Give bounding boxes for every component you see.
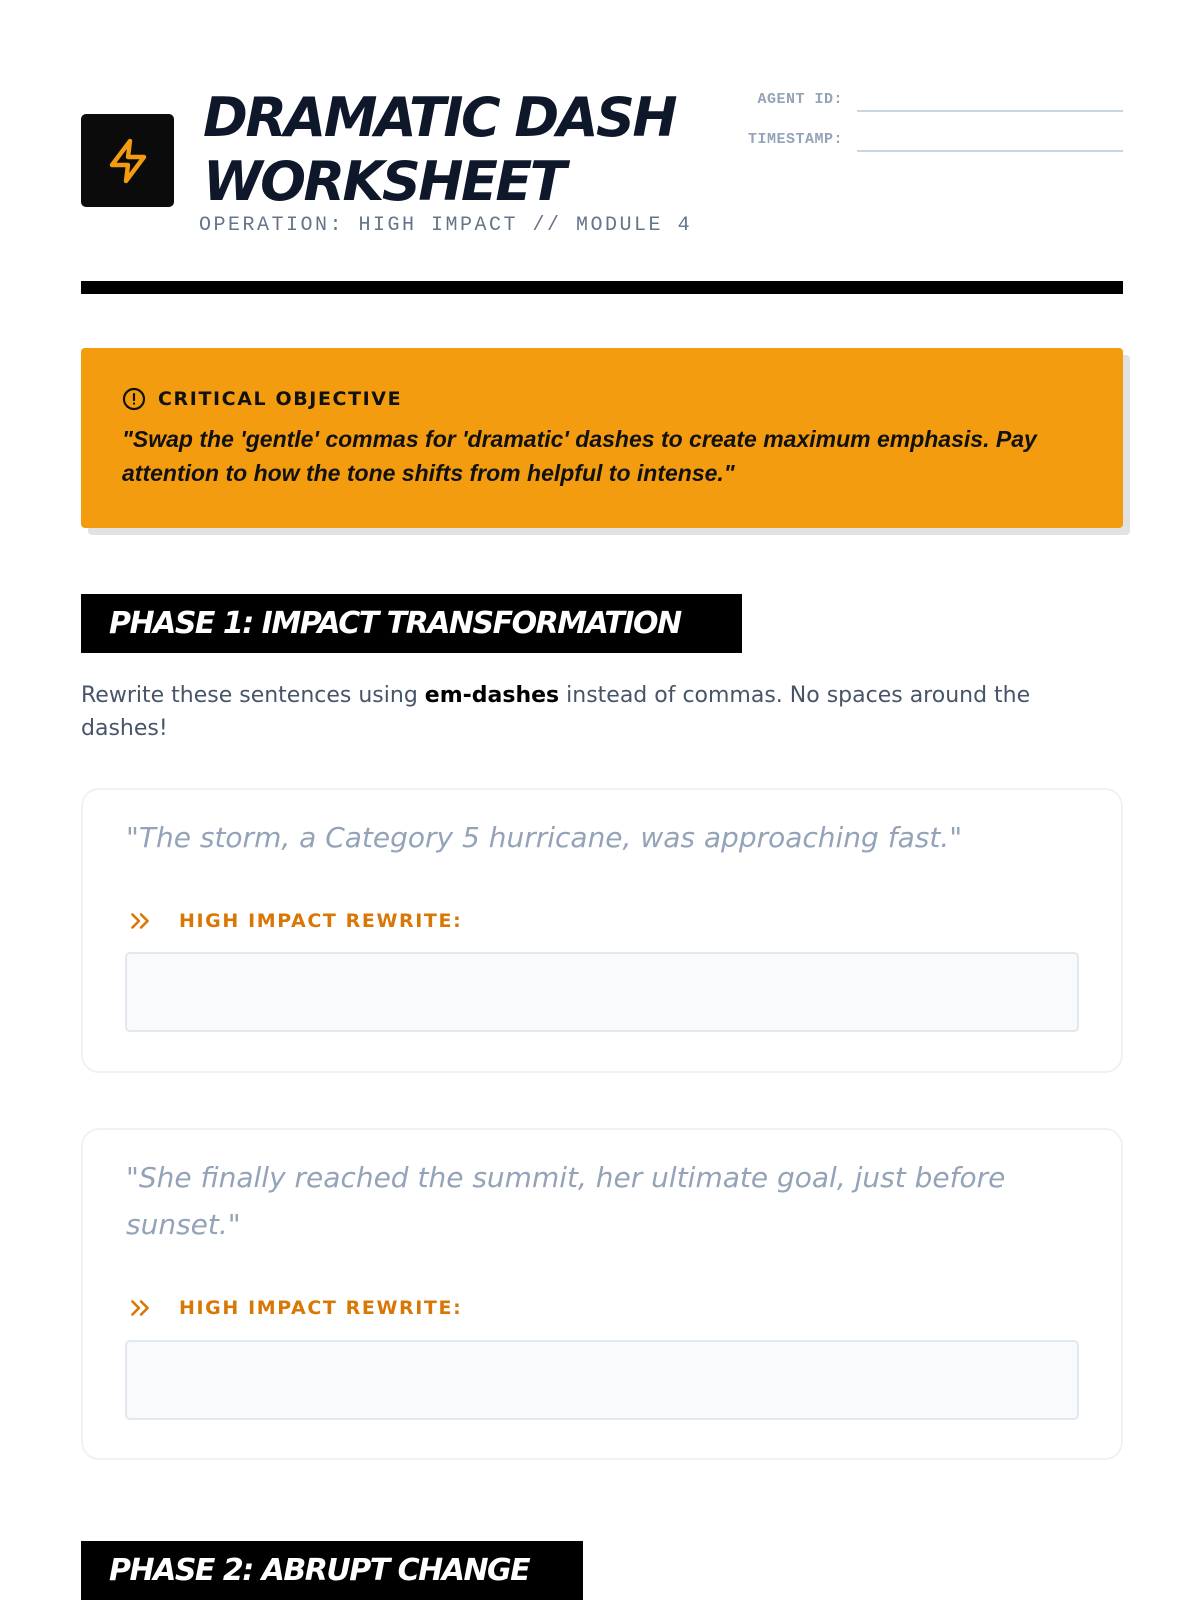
phase-2-heading: PHASE 2: ABRUPT CHANGE	[81, 1541, 583, 1600]
double-chevron-right-icon	[127, 1295, 153, 1321]
objective-panel	[81, 348, 1123, 528]
instructions-text-start: Rewrite these sentences using	[81, 683, 425, 708]
rewrite-label-text: HIGH IMPACT REWRITE:	[179, 910, 463, 932]
exercise-card	[81, 788, 1123, 1073]
agent-id-field[interactable]	[857, 86, 1123, 112]
rewrite-label-text: HIGH IMPACT REWRITE:	[179, 1297, 463, 1319]
timestamp-label: TIMESTAMP:	[747, 131, 843, 148]
title-block	[203, 86, 743, 214]
instructions-text-end: instead of commas. No spaces around the dashes!	[81, 683, 1031, 741]
lightning-bolt-icon	[104, 137, 152, 185]
original-sentence: "The storm, a Category 5 hurricane, was approaching fast."	[126, 821, 963, 854]
exercise-card	[81, 1128, 1123, 1460]
page-subtitle: OPERATION: HIGH IMPACT // MODULE 4	[199, 214, 693, 237]
worksheet-header	[81, 86, 1123, 246]
page-title: DRAMATIC DASH WORKSHEET	[203, 86, 676, 213]
phase-1-instructions	[81, 679, 1081, 745]
timestamp-field[interactable]	[857, 126, 1123, 152]
objective-text: "Swap the 'gentle' commas for 'dramatic' dashes to create maximum emphasis. Pay attention to how the tone shifts from helpful to intense."	[122, 426, 1037, 486]
objective-label: CRITICAL OBJECTIVE	[158, 388, 403, 410]
original-sentence: "She finally reached the summit, her ultimate goal, just before sunset."	[126, 1161, 1006, 1241]
timestamp-row	[743, 126, 1123, 152]
worksheet-page	[81, 0, 1123, 1600]
rewrite-answer-field[interactable]	[125, 1340, 1079, 1420]
meta-fields	[743, 86, 1123, 166]
phase-1-heading: PHASE 1: IMPACT TRANSFORMATION	[81, 594, 742, 653]
instructions-emphasis: em-dashes	[424, 683, 560, 708]
objective-header	[122, 386, 1083, 412]
logo-badge	[81, 114, 174, 207]
agent-id-label: AGENT ID:	[757, 91, 843, 108]
agent-id-row	[743, 86, 1123, 112]
double-chevron-right-icon	[127, 908, 153, 934]
rewrite-answer-field[interactable]	[125, 952, 1079, 1032]
rewrite-label	[127, 908, 462, 934]
header-divider	[81, 281, 1123, 294]
alert-circle-icon	[122, 387, 146, 411]
rewrite-label	[127, 1295, 462, 1321]
